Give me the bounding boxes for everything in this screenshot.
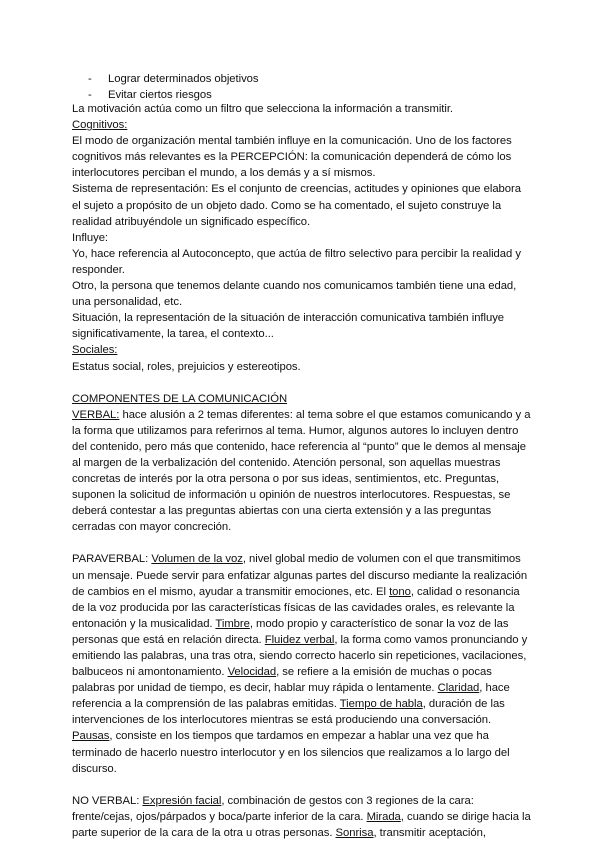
paraverbal-label: PARAVERBAL:: [72, 553, 152, 566]
section-heading-componentes: COMPONENTES DE LA COMUNICACIÓN: [72, 392, 288, 405]
text-line: [72, 616, 532, 632]
term-tono: tono: [389, 585, 411, 598]
text-line: emitiendo las palabras, una tras otra, siendo correcto hacerlo sin repeticiones, vacilaciones,: [72, 650, 527, 662]
spacer: [72, 375, 532, 391]
list-item: [88, 71, 259, 87]
text-line: un mensaje. Puede servir para enfatizar algunas partes del discurso mediante la realización: [72, 569, 528, 582]
text-fragment: frente/cejas, ojos/párpados y boca/parte inferior de la cara.: [72, 810, 367, 823]
bullet-list: [88, 71, 259, 103]
text-fragment: , cuando se dirige hacia la: [400, 810, 531, 823]
noverbal-label: NO VERBAL:: [72, 794, 143, 807]
components-section: [72, 391, 532, 536]
term-claridad: Claridad: [437, 682, 480, 695]
text-fragment: entonación y la musicalidad.: [72, 617, 216, 630]
text-fragment: hace alusión a 2 temas diferentes: al tema sobre el que estamos comunicando y a: [119, 408, 531, 421]
term-tiempo-habla: Tiempo de habla: [339, 698, 423, 711]
term-mirada: Mirada: [366, 810, 401, 823]
social-section: [72, 342, 532, 374]
term-timbre: Timbre: [215, 617, 250, 630]
text-line: al margen de la verbalización del contenido. Atención personal, son aquellas muestras: [72, 456, 501, 469]
spacer: [72, 777, 532, 793]
paraverbal-section: [72, 551, 532, 776]
text-line: [72, 825, 532, 841]
text-line: Yo, hace referencia al Autoconcepto, que actúa de filtro selectivo para percibir la realidad y: [72, 247, 521, 260]
term-expresion-facial: Expresión facial: [142, 794, 222, 807]
text-fragment: , combinación de gestos con 3 regiones de la cara:: [221, 794, 474, 807]
text-line: [72, 551, 532, 567]
term-pausas: Pausas: [72, 730, 110, 743]
text-line: cerradas con mayor concreción.: [72, 521, 232, 534]
text-line: realidad atribuyéndole un significado específico.: [72, 215, 311, 228]
spacer: [72, 535, 532, 551]
text-line: Otro, la persona que tenemos delante cuando nos comunicamos también tiene una edad,: [72, 280, 517, 293]
text-line: [72, 664, 532, 680]
text-line: cognitivos más relevantes es la PERCEPCIÓN: la comunicación dependerá de cómo los: [72, 151, 512, 164]
text-line: [72, 793, 532, 809]
noverbal-section: [72, 793, 532, 841]
text-line: suponen la solicitud de información u opinión de nuestros interlocutores. Respuestas, se: [72, 489, 511, 502]
text-line: [72, 809, 532, 825]
text-fragment: , transmitir aceptación,: [373, 826, 486, 839]
term-volumen: Volumen de la voz: [151, 553, 243, 566]
cognitive-section: [72, 117, 532, 342]
text-line: deberá contestar a las preguntas abiertas con una cierta extensión y a las preguntas: [72, 505, 492, 518]
text-line: concretas de interés por la otra persona o por sus ideas, sentimientos, etc. Preguntas,: [72, 473, 500, 486]
text-fragment: , calidad o resonancia: [410, 585, 520, 598]
text-fragment: , duración de las: [422, 698, 505, 711]
text-line: Sistema de representación: Es el conjunto de creencias, actitudes y opiniones que elabora: [72, 183, 521, 196]
text-line: [72, 696, 532, 712]
motivation-paragraph: [72, 101, 532, 117]
text-line: [72, 632, 532, 648]
term-sonrisa: Sonrisa: [335, 826, 374, 839]
text-fragment: palabras por unidad de tiempo, es decir, hablar muy rápida o lentamente.: [72, 682, 438, 695]
text-fragment: , la forma como vamos pronunciando y: [334, 633, 528, 646]
term-fluidez: Fluidez verbal: [264, 633, 335, 646]
text-line: el sujeto a propósito de un objeto dado. Como se ha comentado, el sujeto construye la: [72, 199, 502, 212]
text-fragment: , hace: [479, 682, 510, 695]
text-line: discurso.: [72, 762, 117, 775]
text-line: [72, 680, 532, 696]
text-fragment: , consiste en los tiempos que tardamos en empezar a hablar una vez que ha: [109, 730, 489, 743]
text-line: [72, 728, 532, 744]
document-body: [72, 101, 532, 841]
text-line: [72, 407, 532, 423]
section-heading-cognitivos: Cognitivos:: [72, 119, 128, 132]
text-line: La motivación actúa como un filtro que selecciona la información a transmitir.: [72, 103, 454, 115]
term-velocidad: Velocidad: [227, 666, 277, 679]
text-fragment: , modo propio y característico de sonar la voz de las: [249, 617, 509, 630]
text-line: interlocutores perciban el mundo, a los demás y a sí mismos.: [72, 167, 376, 180]
text-fragment: , se refiere a la emisión de muchas o pocas: [276, 666, 492, 679]
text-fragment: personas que está en relación directa.: [72, 633, 265, 646]
text-fragment: referencia a la comprensión de las palabras emitidas.: [72, 698, 340, 711]
text-line: responder.: [72, 263, 125, 276]
text-line: la forma que utilizamos para referirnos al tema. Humor, algunos autores lo incluyen dentro: [72, 424, 519, 437]
text-line: El modo de organización mental también influye en la comunicación. Uno de los factores: [72, 135, 512, 148]
text-line: significativamente, la tarea, el contexto...: [72, 328, 274, 341]
list-item-text: Lograr determinados objetivos: [108, 73, 259, 85]
bullet-dash: -: [88, 73, 92, 85]
text-fragment: balbuceos ni amontonamiento.: [72, 666, 228, 679]
text-line: [72, 584, 532, 600]
text-line: intervenciones de los interlocutores mientras se está produciendo una conversación.: [72, 714, 492, 727]
text-fragment: parte superior de la cara de la otra u otras personas.: [72, 826, 336, 839]
text-line: Estatus social, roles, prejuicios y estereotipos.: [72, 360, 301, 373]
text-line: Influye:: [72, 231, 109, 244]
verbal-label: VERBAL:: [72, 408, 120, 421]
text-line: terminado de hacerlo nuestro interlocutor y en los silencios que realizamos a lo largo del: [72, 746, 510, 759]
text-line: del contenido, pero más que contenido, hace referencia al “punto” que le demos al mensaje: [72, 440, 526, 453]
text-fragment: de cambios en el mismo, ayudar a transmitir emociones, etc. El: [72, 585, 390, 598]
text-line: una personalidad, etc.: [72, 296, 183, 309]
text-line: de la voz producida por las características físicas de las cavidades orales, es relevante la: [72, 601, 515, 614]
text-line: Situación, la representación de la situación de interacción comunicativa también influye: [72, 312, 505, 325]
text-fragment: , nivel global medio de volumen con el que transmitimos: [242, 553, 521, 566]
bullet-dash: -: [88, 89, 92, 101]
list-item-text: Evitar ciertos riesgos: [108, 89, 212, 101]
section-heading-sociales: Sociales:: [72, 344, 118, 357]
